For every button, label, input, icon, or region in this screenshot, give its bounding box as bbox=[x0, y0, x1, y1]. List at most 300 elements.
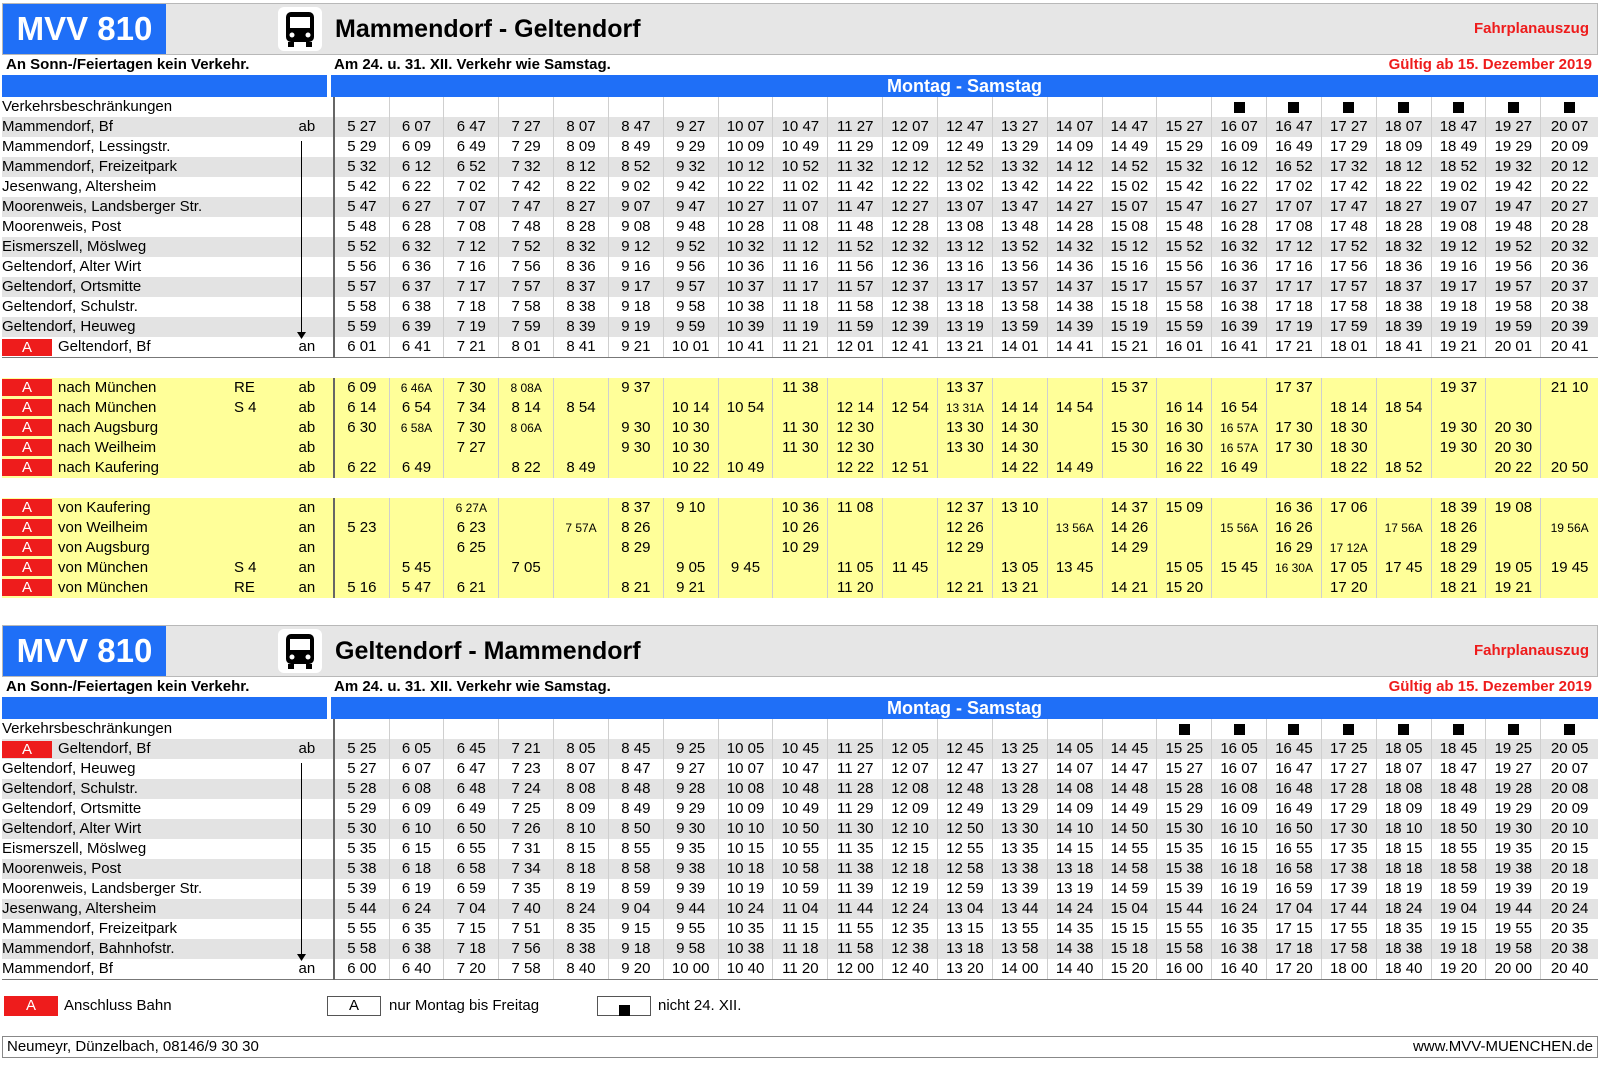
time-cell: 6 32 bbox=[389, 237, 444, 257]
time-cell: 12 49 bbox=[937, 137, 992, 157]
time-cell: 14 24 bbox=[1047, 899, 1102, 919]
time-cell: 6 47 bbox=[444, 759, 499, 779]
time-cell: 12 09 bbox=[883, 799, 938, 819]
legend-square-box bbox=[597, 996, 651, 1016]
time-cell: 10 49 bbox=[773, 799, 828, 819]
connection-time-cell: 10 29 bbox=[773, 538, 828, 558]
connection-time-cell: 13 37 bbox=[937, 378, 992, 398]
time-cell: 20 28 bbox=[1541, 217, 1598, 237]
connection-time-cell bbox=[1486, 378, 1541, 398]
time-cell: 13 19 bbox=[937, 317, 992, 337]
time-cell: 14 27 bbox=[1047, 197, 1102, 217]
time-cell: 16 10 bbox=[1212, 819, 1267, 839]
anschluss-badge: A bbox=[2, 499, 52, 516]
connection-time-cell bbox=[883, 438, 938, 458]
time-cell: 19 27 bbox=[1486, 117, 1541, 137]
stop-cell bbox=[2, 959, 334, 980]
connection-time-cell: 15 45 bbox=[1212, 558, 1267, 578]
time-cell: 18 27 bbox=[1376, 197, 1431, 217]
stop-row bbox=[2, 819, 1598, 839]
connection-time-cell bbox=[883, 418, 938, 438]
time-cell: 11 16 bbox=[773, 257, 828, 277]
time-cell: 18 32 bbox=[1376, 237, 1431, 257]
stop-cell bbox=[2, 237, 334, 257]
time-cell: 18 41 bbox=[1376, 337, 1431, 358]
restriction-cell bbox=[992, 719, 1047, 739]
time-cell: 9 47 bbox=[663, 197, 718, 217]
connection-time-cell bbox=[1486, 398, 1541, 418]
time-cell: 5 56 bbox=[334, 257, 389, 277]
stop-cell bbox=[2, 257, 334, 277]
time-cell: 9 29 bbox=[663, 137, 718, 157]
time-cell: 5 52 bbox=[334, 237, 389, 257]
time-cell: 9 29 bbox=[663, 799, 718, 819]
legend-anschluss-text: Anschluss Bahn bbox=[64, 997, 172, 1014]
time-cell: 12 35 bbox=[883, 919, 938, 939]
time-cell: 16 55 bbox=[1267, 839, 1322, 859]
connection-time-cell bbox=[1376, 438, 1431, 458]
time-cell: 19 32 bbox=[1486, 157, 1541, 177]
time-cell: 14 22 bbox=[1047, 177, 1102, 197]
departure-marker: ab bbox=[298, 740, 316, 757]
time-cell: 13 27 bbox=[992, 759, 1047, 779]
time-cell: 11 48 bbox=[828, 217, 883, 237]
connection-time-cell bbox=[334, 438, 389, 458]
time-cell: 15 42 bbox=[1157, 177, 1212, 197]
time-cell: 14 08 bbox=[1047, 779, 1102, 799]
time-cell: 8 37 bbox=[554, 277, 609, 297]
time-cell: 7 58 bbox=[499, 959, 554, 980]
time-cell: 12 59 bbox=[937, 879, 992, 899]
time-cell: 18 19 bbox=[1376, 879, 1431, 899]
time-cell: 6 49 bbox=[444, 137, 499, 157]
connection-destination: nach Weilheim bbox=[58, 438, 157, 456]
time-cell: 11 42 bbox=[828, 177, 883, 197]
connection-time-cell: 12 29 bbox=[937, 538, 992, 558]
train-type: RE bbox=[234, 378, 255, 396]
connection-time-cell bbox=[1157, 378, 1212, 398]
connection-destination: von München bbox=[58, 578, 149, 596]
days-label: Montag - Samstag bbox=[331, 75, 1598, 97]
connection-time-cell bbox=[444, 458, 499, 478]
restrictions-row bbox=[2, 719, 1598, 739]
time-cell: 15 32 bbox=[1157, 157, 1212, 177]
time-cell: 7 48 bbox=[499, 217, 554, 237]
restriction-cell bbox=[937, 97, 992, 117]
restriction-cell bbox=[334, 719, 389, 739]
time-cell: 14 15 bbox=[1047, 839, 1102, 859]
connection-row bbox=[2, 498, 1598, 518]
stop-name: Mammendorf, Freizeitpark bbox=[2, 158, 178, 175]
time-cell: 14 47 bbox=[1102, 759, 1157, 779]
time-cell: 8 49 bbox=[608, 799, 663, 819]
connection-time-cell: 18 52 bbox=[1376, 458, 1431, 478]
connection-time-cell: 16 54 bbox=[1212, 398, 1267, 418]
connection-time-cell: 20 30 bbox=[1486, 438, 1541, 458]
departure-marker: ab bbox=[298, 378, 316, 396]
train-type: RE bbox=[234, 578, 255, 596]
time-cell: 13 21 bbox=[937, 337, 992, 358]
time-cell: 17 04 bbox=[1267, 899, 1322, 919]
time-cell: 8 15 bbox=[554, 839, 609, 859]
stop-cell bbox=[2, 919, 334, 939]
time-cell: 14 38 bbox=[1047, 939, 1102, 959]
time-cell: 8 27 bbox=[554, 197, 609, 217]
connection-time-cell: 14 30 bbox=[992, 438, 1047, 458]
connection-time-cell: 8 06A bbox=[499, 418, 554, 438]
time-cell: 20 00 bbox=[1486, 959, 1541, 980]
time-cell: 7 26 bbox=[499, 819, 554, 839]
time-cell: 12 36 bbox=[883, 257, 938, 277]
connection-time-cell bbox=[334, 498, 389, 518]
time-cell: 8 10 bbox=[554, 819, 609, 839]
restrictions-label: Verkehrsbeschränkungen bbox=[2, 719, 334, 739]
restriction-cell bbox=[1267, 97, 1322, 117]
fahrplanauszug-label: Fahrplanauszug bbox=[1473, 20, 1589, 37]
time-cell: 20 38 bbox=[1541, 297, 1598, 317]
time-cell: 11 08 bbox=[773, 217, 828, 237]
stop-name: Geltendorf, Bf bbox=[58, 338, 151, 355]
connection-time-cell: 10 22 bbox=[663, 458, 718, 478]
time-cell: 9 04 bbox=[608, 899, 663, 919]
time-cell: 6 18 bbox=[389, 859, 444, 879]
stop-name: Geltendorf, Alter Wirt bbox=[2, 820, 142, 837]
time-cell: 17 16 bbox=[1267, 257, 1322, 277]
time-cell: 20 12 bbox=[1541, 157, 1598, 177]
time-cell: 12 37 bbox=[883, 277, 938, 297]
connection-destination: nach Augsburg bbox=[58, 418, 159, 436]
black-square-icon bbox=[1453, 102, 1464, 113]
time-cell: 10 38 bbox=[718, 939, 773, 959]
time-cell: 13 07 bbox=[937, 197, 992, 217]
connection-cell bbox=[2, 538, 334, 558]
connection-time-cell: 17 30 bbox=[1267, 418, 1322, 438]
restriction-cell bbox=[1047, 97, 1102, 117]
time-cell: 14 47 bbox=[1102, 117, 1157, 137]
connection-time-cell bbox=[1376, 418, 1431, 438]
time-cell: 9 32 bbox=[663, 157, 718, 177]
departure-marker: ab bbox=[298, 438, 316, 456]
time-cell: 20 39 bbox=[1541, 317, 1598, 337]
connection-time-cell: 9 30 bbox=[608, 438, 663, 458]
time-cell: 19 58 bbox=[1486, 939, 1541, 959]
stop-name: Eismerszell, Möslweg bbox=[2, 840, 147, 857]
time-cell: 13 27 bbox=[992, 117, 1047, 137]
mvv-line-logo: MVV 810 bbox=[3, 4, 166, 54]
black-square-icon bbox=[1398, 102, 1409, 113]
time-cell: 17 32 bbox=[1321, 157, 1376, 177]
connection-time-cell: 13 30 bbox=[937, 438, 992, 458]
time-cell: 9 07 bbox=[608, 197, 663, 217]
time-cell: 18 09 bbox=[1376, 137, 1431, 157]
connection-time-cell bbox=[1541, 398, 1598, 418]
arrow-head-icon bbox=[297, 954, 306, 961]
time-cell: 15 18 bbox=[1102, 297, 1157, 317]
time-cell: 12 41 bbox=[883, 337, 938, 358]
time-cell: 9 27 bbox=[663, 759, 718, 779]
stop-cell bbox=[2, 137, 334, 157]
connection-time-cell: 16 30A bbox=[1267, 558, 1322, 578]
time-cell: 19 27 bbox=[1486, 759, 1541, 779]
connection-destination: von Augsburg bbox=[58, 538, 150, 556]
black-square-icon bbox=[1453, 724, 1464, 735]
black-square-icon bbox=[1234, 724, 1245, 735]
time-cell: 16 40 bbox=[1212, 959, 1267, 980]
connection-cell bbox=[2, 578, 334, 598]
time-cell: 15 27 bbox=[1157, 759, 1212, 779]
time-cell: 5 27 bbox=[334, 759, 389, 779]
time-cell: 13 56 bbox=[992, 257, 1047, 277]
stop-name: Geltendorf, Bf bbox=[58, 740, 151, 757]
connection-time-cell bbox=[1376, 378, 1431, 398]
connection-time-cell bbox=[499, 438, 554, 458]
connection-time-cell: 15 05 bbox=[1157, 558, 1212, 578]
time-cell: 6 45 bbox=[444, 739, 499, 759]
holiday-note: Am 24. u. 31. XII. Verkehr wie Samstag. bbox=[334, 678, 611, 695]
connection-row bbox=[2, 398, 1598, 418]
black-square-icon bbox=[1343, 724, 1354, 735]
time-cell: 14 58 bbox=[1102, 859, 1157, 879]
time-cell: 14 49 bbox=[1102, 799, 1157, 819]
time-cell: 19 55 bbox=[1486, 919, 1541, 939]
connection-row bbox=[2, 458, 1598, 478]
time-cell: 12 38 bbox=[883, 297, 938, 317]
time-cell: 18 47 bbox=[1431, 117, 1486, 137]
time-cell: 8 55 bbox=[608, 839, 663, 859]
connection-time-cell: 14 30 bbox=[992, 418, 1047, 438]
connection-time-cell: 12 26 bbox=[937, 518, 992, 538]
restriction-cell bbox=[1376, 97, 1431, 117]
time-cell: 13 28 bbox=[992, 779, 1047, 799]
time-cell: 16 47 bbox=[1267, 759, 1322, 779]
time-cell: 11 28 bbox=[828, 779, 883, 799]
time-cell: 16 47 bbox=[1267, 117, 1322, 137]
time-cell: 19 29 bbox=[1486, 137, 1541, 157]
restriction-cell bbox=[718, 719, 773, 739]
connection-time-cell: 17 37 bbox=[1267, 378, 1322, 398]
connection-time-cell: 11 30 bbox=[773, 438, 828, 458]
time-cell: 9 44 bbox=[663, 899, 718, 919]
connection-time-cell: 15 30 bbox=[1102, 418, 1157, 438]
stop-row bbox=[2, 297, 1598, 317]
stop-cell bbox=[2, 759, 334, 779]
time-cell: 14 55 bbox=[1102, 839, 1157, 859]
connection-time-cell: 11 38 bbox=[773, 378, 828, 398]
time-cell: 17 59 bbox=[1321, 317, 1376, 337]
time-cell: 20 10 bbox=[1541, 819, 1598, 839]
connection-cell bbox=[2, 558, 334, 578]
time-cell: 12 01 bbox=[828, 337, 883, 358]
connection-time-cell: 6 54 bbox=[389, 398, 444, 418]
panel-header bbox=[2, 3, 1598, 55]
time-cell: 6 24 bbox=[389, 899, 444, 919]
time-cell: 18 59 bbox=[1431, 879, 1486, 899]
time-cell: 18 35 bbox=[1376, 919, 1431, 939]
time-cell: 9 18 bbox=[608, 939, 663, 959]
time-cell: 6 52 bbox=[444, 157, 499, 177]
time-cell: 9 27 bbox=[663, 117, 718, 137]
time-cell: 11 56 bbox=[828, 257, 883, 277]
connection-time-cell: 10 49 bbox=[718, 458, 773, 478]
connection-time-cell: 6 30 bbox=[334, 418, 389, 438]
time-cell: 12 47 bbox=[937, 759, 992, 779]
time-cell: 18 15 bbox=[1376, 839, 1431, 859]
time-cell: 17 29 bbox=[1321, 137, 1376, 157]
time-cell: 8 12 bbox=[554, 157, 609, 177]
connection-time-cell: 16 30 bbox=[1157, 418, 1212, 438]
stop-row bbox=[2, 939, 1598, 959]
time-cell: 20 32 bbox=[1541, 237, 1598, 257]
time-cell: 15 29 bbox=[1157, 799, 1212, 819]
time-cell: 18 36 bbox=[1376, 257, 1431, 277]
connection-time-cell: 8 22 bbox=[499, 458, 554, 478]
time-cell: 5 35 bbox=[334, 839, 389, 859]
anschluss-badge: A bbox=[2, 459, 52, 476]
time-cell: 20 09 bbox=[1541, 137, 1598, 157]
time-cell: 6 15 bbox=[389, 839, 444, 859]
time-cell: 16 49 bbox=[1267, 799, 1322, 819]
time-cell: 16 50 bbox=[1267, 819, 1322, 839]
time-cell: 15 56 bbox=[1157, 257, 1212, 277]
time-cell: 11 30 bbox=[828, 819, 883, 839]
time-cell: 6 39 bbox=[389, 317, 444, 337]
anschluss-badge: A bbox=[2, 339, 52, 356]
connection-time-cell bbox=[608, 398, 663, 418]
connection-time-cell: 18 21 bbox=[1431, 578, 1486, 598]
arrival-marker: an bbox=[298, 538, 316, 556]
time-cell: 6 59 bbox=[444, 879, 499, 899]
time-cell: 11 04 bbox=[773, 899, 828, 919]
connection-destination: nach München bbox=[58, 398, 157, 416]
restriction-cell bbox=[883, 719, 938, 739]
time-cell: 15 25 bbox=[1157, 739, 1212, 759]
connection-time-cell bbox=[554, 538, 609, 558]
restriction-cell bbox=[1431, 97, 1486, 117]
time-cell: 20 38 bbox=[1541, 939, 1598, 959]
connection-time-cell bbox=[773, 458, 828, 478]
time-cell: 15 59 bbox=[1157, 317, 1212, 337]
time-cell: 20 37 bbox=[1541, 277, 1598, 297]
time-cell: 10 37 bbox=[718, 277, 773, 297]
train-type: S 4 bbox=[234, 398, 257, 416]
time-cell: 18 55 bbox=[1431, 839, 1486, 859]
time-cell: 5 58 bbox=[334, 297, 389, 317]
time-cell: 13 52 bbox=[992, 237, 1047, 257]
time-cell: 6 09 bbox=[389, 799, 444, 819]
mvv-website-link[interactable]: www.MVV-MUENCHEN.de bbox=[1412, 1038, 1593, 1055]
connection-time-cell bbox=[718, 438, 773, 458]
time-cell: 17 08 bbox=[1267, 217, 1322, 237]
time-cell: 13 04 bbox=[937, 899, 992, 919]
connection-time-cell bbox=[992, 538, 1047, 558]
connection-time-cell: 8 49 bbox=[554, 458, 609, 478]
spacer-row bbox=[2, 478, 1598, 498]
restriction-cell bbox=[1212, 719, 1267, 739]
stop-name: Moorenweis, Post bbox=[2, 218, 122, 235]
connection-time-cell bbox=[389, 498, 444, 518]
connection-time-cell: 10 30 bbox=[663, 418, 718, 438]
connection-time-cell: 12 51 bbox=[883, 458, 938, 478]
time-cell: 16 27 bbox=[1212, 197, 1267, 217]
time-cell: 13 55 bbox=[992, 919, 1047, 939]
connection-time-cell: 5 16 bbox=[334, 578, 389, 598]
connection-row bbox=[2, 558, 1598, 578]
arrival-marker: an bbox=[298, 338, 316, 355]
connection-time-cell: 13 31A bbox=[937, 398, 992, 418]
time-cell: 11 21 bbox=[773, 337, 828, 358]
stop-cell bbox=[2, 779, 334, 799]
stop-row bbox=[2, 759, 1598, 779]
connection-time-cell: 13 10 bbox=[992, 498, 1047, 518]
time-cell: 10 49 bbox=[773, 137, 828, 157]
stop-cell bbox=[2, 197, 334, 217]
time-cell: 20 36 bbox=[1541, 257, 1598, 277]
connection-time-cell: 18 26 bbox=[1431, 518, 1486, 538]
time-cell: 12 58 bbox=[937, 859, 992, 879]
time-cell: 6 50 bbox=[444, 819, 499, 839]
time-cell: 13 38 bbox=[992, 859, 1047, 879]
time-cell: 19 56 bbox=[1486, 257, 1541, 277]
time-cell: 13 47 bbox=[992, 197, 1047, 217]
connection-row bbox=[2, 418, 1598, 438]
time-cell: 18 40 bbox=[1376, 959, 1431, 980]
restriction-cell bbox=[499, 719, 554, 739]
time-cell: 5 32 bbox=[334, 157, 389, 177]
stop-cell bbox=[2, 277, 334, 297]
connection-time-cell: 12 54 bbox=[883, 398, 938, 418]
time-cell: 7 02 bbox=[444, 177, 499, 197]
connection-time-cell bbox=[828, 378, 883, 398]
connection-time-cell bbox=[1486, 538, 1541, 558]
restriction-cell bbox=[1102, 719, 1157, 739]
connection-cell bbox=[2, 458, 334, 478]
time-cell: 13 30 bbox=[992, 819, 1047, 839]
time-cell: 15 52 bbox=[1157, 237, 1212, 257]
connection-time-cell bbox=[1047, 418, 1102, 438]
connection-time-cell: 16 36 bbox=[1267, 498, 1322, 518]
stop-name: Geltendorf, Ortsmitte bbox=[2, 800, 142, 817]
restriction-cell bbox=[608, 97, 663, 117]
time-cell: 6 05 bbox=[389, 739, 444, 759]
time-cell: 11 32 bbox=[828, 157, 883, 177]
time-cell: 14 01 bbox=[992, 337, 1047, 358]
connection-time-cell bbox=[554, 438, 609, 458]
time-cell: 6 55 bbox=[444, 839, 499, 859]
connection-time-cell: 18 54 bbox=[1376, 398, 1431, 418]
time-cell: 6 12 bbox=[389, 157, 444, 177]
days-bar-left bbox=[2, 697, 327, 719]
time-cell: 8 01 bbox=[499, 337, 554, 358]
time-cell: 10 45 bbox=[773, 739, 828, 759]
time-cell: 6 22 bbox=[389, 177, 444, 197]
stop-cell bbox=[2, 337, 334, 358]
connection-time-cell bbox=[663, 518, 718, 538]
time-cell: 18 00 bbox=[1321, 959, 1376, 980]
time-cell: 19 04 bbox=[1431, 899, 1486, 919]
connection-time-cell: 9 37 bbox=[608, 378, 663, 398]
time-cell: 13 15 bbox=[937, 919, 992, 939]
connection-time-cell bbox=[1047, 438, 1102, 458]
connection-time-cell: 19 56A bbox=[1541, 518, 1598, 538]
connection-time-cell: 9 05 bbox=[663, 558, 718, 578]
legend-a-box: A bbox=[327, 996, 381, 1016]
time-cell: 8 45 bbox=[608, 739, 663, 759]
time-cell: 7 56 bbox=[499, 939, 554, 959]
stop-row bbox=[2, 919, 1598, 939]
time-cell: 10 27 bbox=[718, 197, 773, 217]
time-cell: 19 35 bbox=[1486, 839, 1541, 859]
connection-time-cell: 7 57A bbox=[554, 518, 609, 538]
